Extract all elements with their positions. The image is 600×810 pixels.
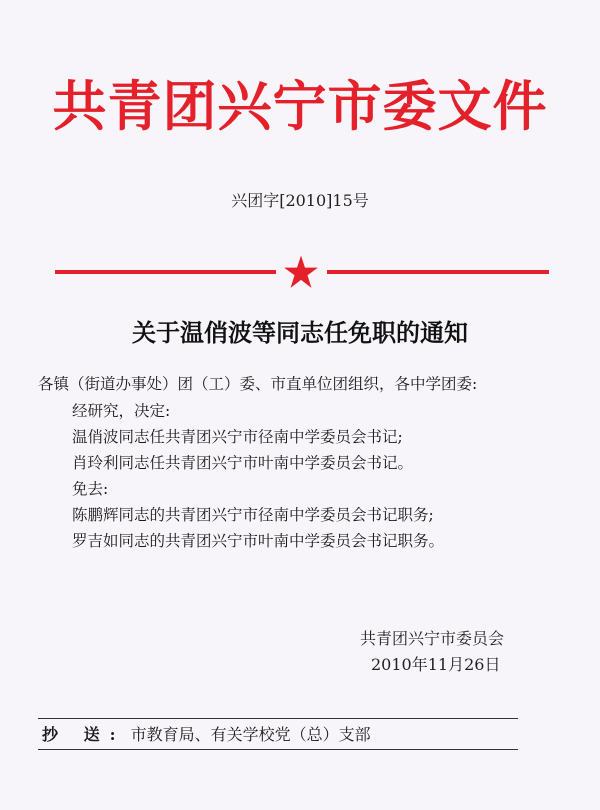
- body-line: 温俏波同志任共青团兴宁市径南中学委员会书记;: [72, 428, 403, 446]
- red-rule-left: [55, 270, 276, 274]
- body-line: 罗吉如同志的共青团兴宁市叶南中学委员会书记职务。: [72, 532, 445, 550]
- body-line: 经研究，决定:: [72, 402, 171, 420]
- cc-section: [42, 722, 371, 745]
- body-line: 免去:: [72, 480, 109, 498]
- notice-title: 关于温俏波等同志任免职的通知: [132, 319, 468, 347]
- masthead-title: 共青团兴宁市委文件: [52, 75, 548, 138]
- red-star-icon: [283, 254, 319, 290]
- red-rule-right: [327, 270, 549, 274]
- body-line: 肖玲利同志任共青团兴宁市叶南中学委员会书记。: [72, 454, 414, 472]
- cc-recipients: 市教育局、有关学校党（总）支部: [130, 725, 371, 744]
- document-number: 兴团字[2010]15号: [231, 191, 369, 210]
- cc-divider-top: [38, 718, 518, 719]
- body-line: 陈鹏辉同志的共青团兴宁市径南中学委员会书记职务;: [72, 506, 434, 524]
- cc-label: 抄 送:: [42, 725, 126, 744]
- addressee-line: 各镇（街道办事处）团（工）委、市直单位团组织，各中学团委:: [38, 375, 478, 393]
- signing-organization: 共青团兴宁市委员会: [360, 629, 505, 648]
- signing-date: 2010年11月26日: [371, 655, 501, 674]
- cc-divider-bottom: [38, 749, 518, 750]
